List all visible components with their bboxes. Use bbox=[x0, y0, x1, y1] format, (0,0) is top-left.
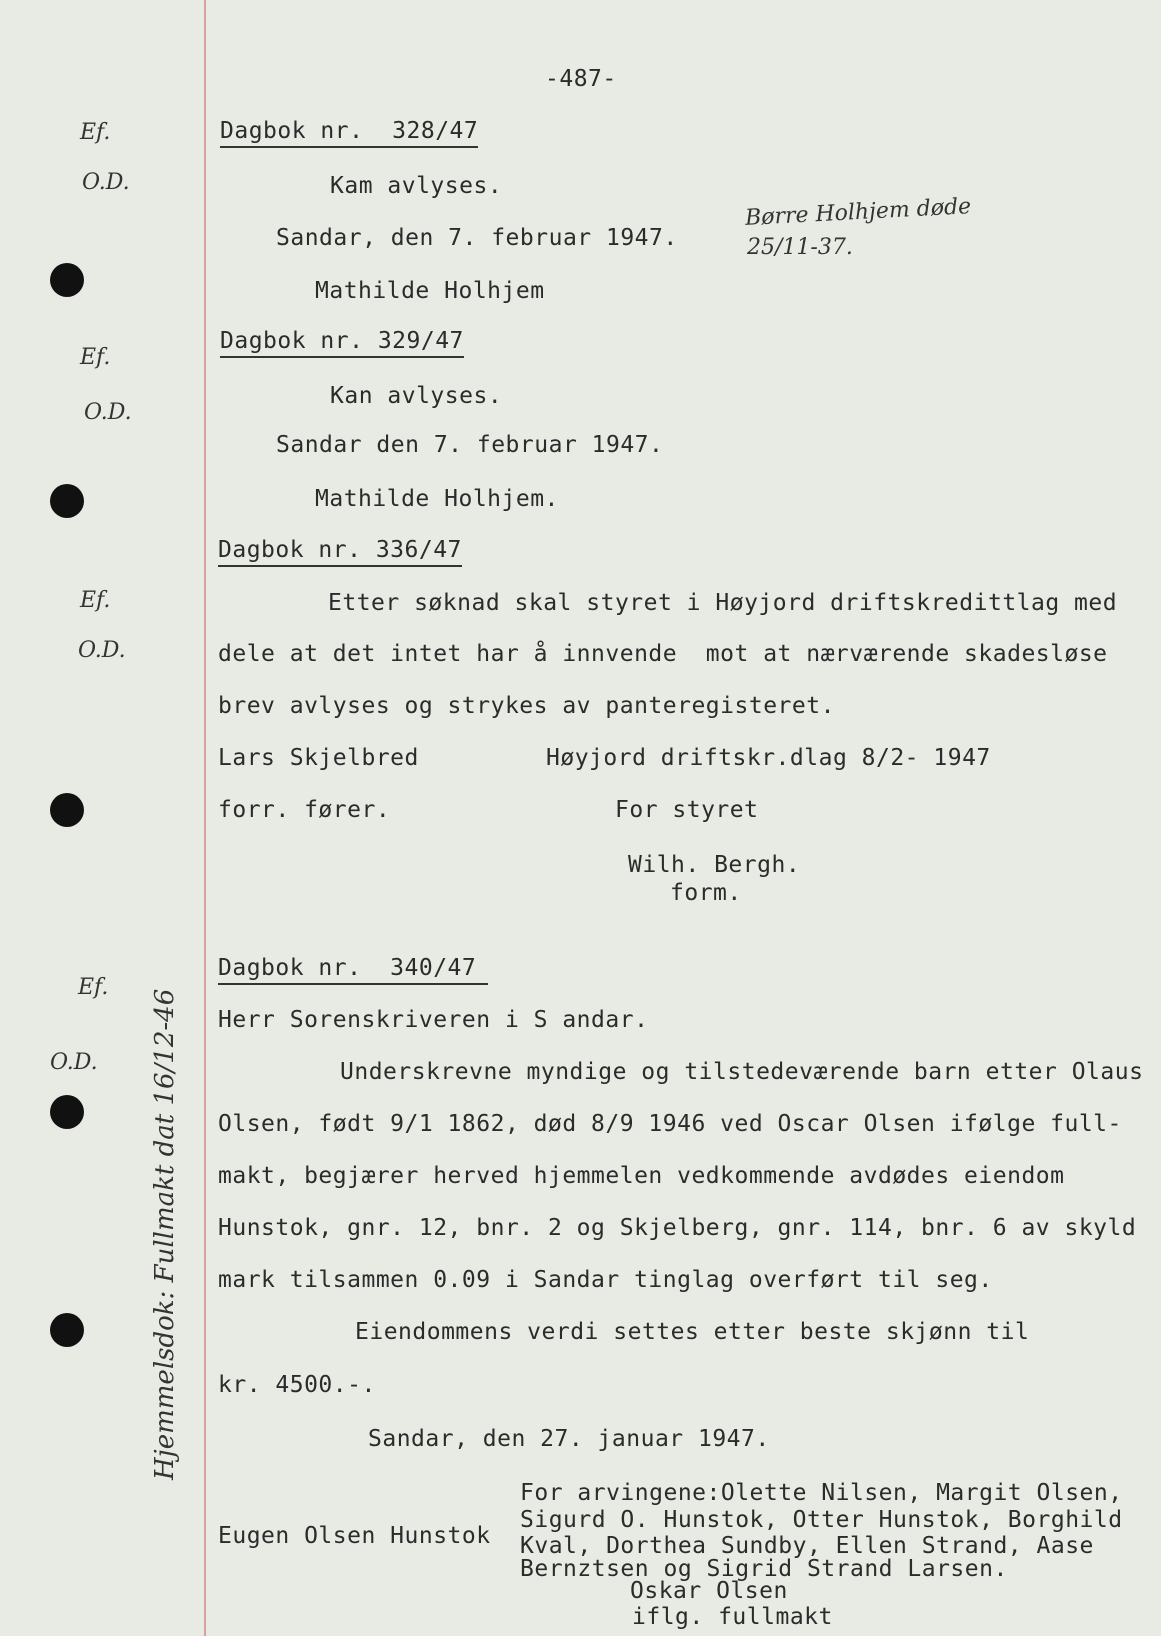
entry-line: Etter søknad skal styret i Høyjord driftskredittlag med bbox=[328, 590, 1118, 616]
entry-line: mark tilsammen 0.09 i Sandar tinglag overført til seg. bbox=[218, 1267, 993, 1293]
margin-note: O.D. bbox=[84, 400, 132, 425]
entry-date: Sandar, den 27. januar 1947. bbox=[368, 1426, 770, 1452]
entry-line: Underskrevne myndige og tilstedeværende barn etter Olaus bbox=[340, 1059, 1144, 1085]
entry-line: Herr Sorenskriveren i S andar. bbox=[218, 1007, 649, 1033]
entry-line: Mathilde Holhjem bbox=[315, 278, 545, 304]
signature-block: Oskar Olsen bbox=[630, 1578, 788, 1604]
entry-header: Dagbok nr. 328/47 bbox=[220, 118, 478, 148]
margin-note-vertical: Hjemmelsdok: Fullmakt dat 16/12-46 bbox=[150, 988, 180, 1480]
punch-hole bbox=[50, 484, 84, 518]
signature-block: Kval, Dorthea Sundby, Ellen Strand, Aase bbox=[520, 1533, 1094, 1559]
entry-line: Kam avlyses. bbox=[330, 173, 503, 199]
punch-hole bbox=[50, 263, 84, 297]
side-note: 25/11-37. bbox=[747, 235, 853, 260]
page-number: -487- bbox=[545, 66, 617, 92]
punch-hole bbox=[50, 793, 84, 827]
signature-left: Lars Skjelbred bbox=[218, 745, 419, 771]
entry-line: kr. 4500.-. bbox=[218, 1372, 376, 1398]
signature-right: form. bbox=[670, 880, 742, 906]
signature-left: forr. fører. bbox=[218, 797, 391, 823]
entry-line: Kan avlyses. bbox=[330, 383, 503, 409]
entry-header: Dagbok nr. 336/47 bbox=[218, 537, 462, 567]
signature-block: Sigurd O. Hunstok, Otter Hunstok, Borghild bbox=[520, 1507, 1123, 1533]
signature-right: For styret bbox=[615, 797, 759, 823]
entry-line: Sandar, den 7. februar 1947. bbox=[276, 225, 678, 251]
entry-line: Olsen, født 9/1 1862, død 8/9 1946 ved Oscar Olsen ifølge full- bbox=[218, 1111, 1122, 1137]
margin-rule bbox=[204, 0, 206, 1636]
entry-line: makt, begjærer herved hjemmelen vedkommende avdødes eiendom bbox=[218, 1163, 1065, 1189]
margin-note: Ef. bbox=[78, 975, 109, 1000]
margin-note: Ef. bbox=[80, 120, 111, 145]
signature-right: Høyjord driftskr.dlag 8/2- 1947 bbox=[546, 745, 991, 771]
signature-block: For arvingene:Olette Nilsen, Margit Olsen, bbox=[520, 1480, 1123, 1506]
punch-hole bbox=[50, 1095, 84, 1129]
signature-block: iflg. fullmakt bbox=[632, 1604, 833, 1630]
entry-line: Eiendommens verdi settes etter beste skjønn til bbox=[355, 1319, 1030, 1345]
signature-right: Wilh. Bergh. bbox=[628, 852, 801, 878]
entry-header: Dagbok nr. 329/47 bbox=[220, 328, 464, 358]
margin-note: O.D. bbox=[50, 1050, 98, 1075]
signature-block: Bernztsen og Sigrid Strand Larsen. bbox=[520, 1556, 1008, 1582]
entry-line: Mathilde Holhjem. bbox=[315, 486, 559, 512]
margin-note: O.D. bbox=[78, 638, 126, 663]
punch-hole bbox=[50, 1313, 84, 1347]
entry-header: Dagbok nr. 340/47 bbox=[218, 955, 488, 985]
side-note: Børre Holhjem døde bbox=[744, 194, 972, 231]
margin-note: O.D. bbox=[82, 170, 130, 195]
entry-line: dele at det intet har å innvende mot at nærværende skadesløse bbox=[218, 641, 1108, 667]
entry-line: Hunstok, gnr. 12, bnr. 2 og Skjelberg, gnr. 114, bnr. 6 av skyld bbox=[218, 1215, 1137, 1241]
entry-line: Sandar den 7. februar 1947. bbox=[276, 432, 664, 458]
entry-line: brev avlyses og strykes av panteregisteret. bbox=[218, 693, 835, 719]
margin-note: Ef. bbox=[80, 588, 111, 613]
signature-left: Eugen Olsen Hunstok bbox=[218, 1523, 491, 1549]
margin-note: Ef. bbox=[80, 345, 111, 370]
